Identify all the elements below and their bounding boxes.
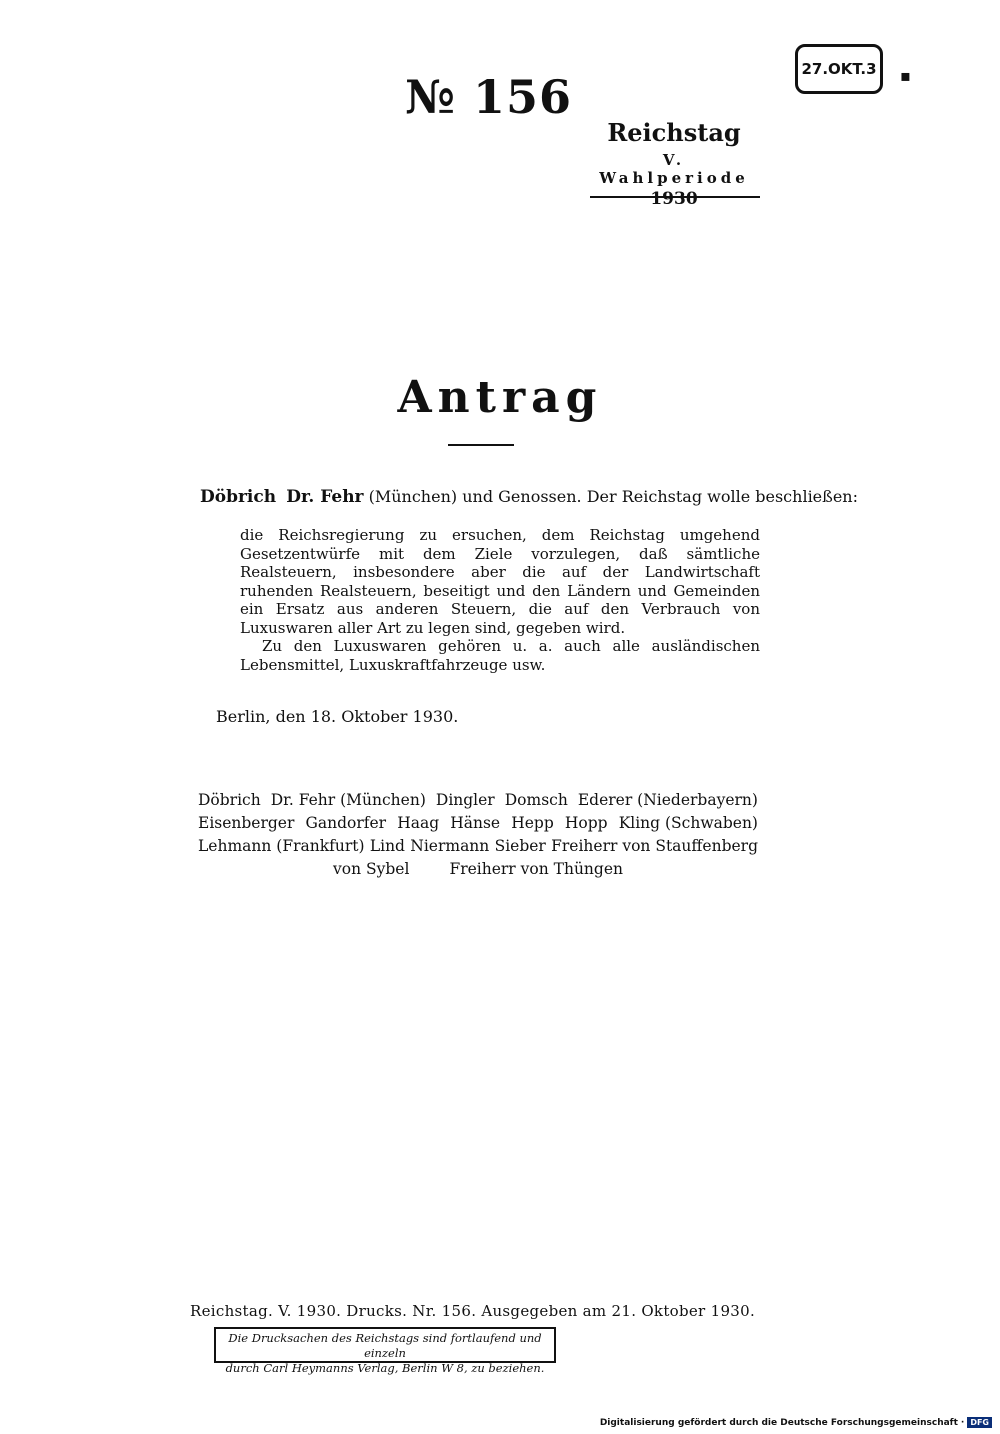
signatory: Domsch	[504, 791, 568, 809]
title-rule	[448, 444, 514, 446]
signatories	[198, 789, 758, 881]
signatory-row-3	[198, 835, 758, 858]
body-paragraph-1: die Reichsregierung zu ersuchen, dem Reichstag umgehend Gesetzentwürfe mit dem Ziele vorzulegen, daß sämtliche Realsteuern, insbesondere aber die auf der Landwirtschaft ruhenden Realsteuern, beseitigt und den Ländern und Gemeinden ein Ersatz aus anderen Steuern, die auf den Verbrauch von Luxuswaren aller Art zu legen sind, gegeben wird.	[240, 526, 760, 637]
dfg-logo: DFG	[967, 1417, 992, 1428]
intro-name-1: Döbrich	[200, 487, 277, 507]
stamp-mark: ▪	[900, 66, 911, 85]
session-period: V. Wahlperiode	[599, 151, 749, 187]
intro-rest: (München) und Genossen. Der Reichstag wolle beschließen:	[368, 487, 858, 506]
signatory: Eisenberger	[198, 814, 295, 832]
signatory: Ederer (Niederbayern)	[577, 791, 758, 809]
signatory-row-1	[198, 789, 758, 812]
date-stamp: 27.OKT.3	[795, 44, 883, 94]
signatory-row-2	[198, 812, 758, 835]
signatory: von Sybel	[333, 860, 410, 878]
signatory: Dr. Fehr (München)	[270, 791, 426, 809]
signatory: Gandorfer	[305, 814, 387, 832]
signatory: Lind	[369, 837, 405, 855]
publisher-notice-line-2: durch Carl Heymanns Verlag, Berlin W 8, zu beziehen.	[225, 1361, 545, 1375]
credit-text: Digitalisierung gefördert durch die Deutsche Forschungsgemeinschaft	[599, 1417, 958, 1428]
signatory: Freiherr von Stauffenberg	[551, 837, 758, 855]
signatory: Hopp	[564, 814, 608, 832]
signatory: Hänse	[450, 814, 501, 832]
document-title: Antrag	[397, 372, 603, 423]
motion-body	[240, 526, 760, 674]
signatory: Dingler	[435, 791, 495, 809]
session-year: 1930	[650, 189, 698, 209]
signatory-row-4	[198, 858, 758, 881]
signatory: Kling (Schwaben)	[618, 814, 758, 832]
print-info: Reichstag. V. 1930. Drucks. Nr. 156. Ausgegeben am 21. Oktober 1930.	[190, 1302, 756, 1320]
signatory: Döbrich	[198, 791, 261, 809]
intro-name-2: Dr. Fehr	[286, 487, 364, 507]
signatory: Lehmann (Frankfurt)	[198, 837, 365, 855]
body-paragraph-2: Zu den Luxuswaren gehören u. a. auch alle ausländischen Lebensmittel, Luxuskraftfahrzeuge usw.	[240, 637, 760, 674]
digitization-credit: Digitalisierung gefördert durch die Deutsche Forschungsgemeinschaft · DFG	[600, 1417, 992, 1428]
signatory: Freiherr von Thüngen	[449, 860, 623, 878]
signatory: Sieber	[494, 837, 546, 855]
dateline: Berlin, den 18. Oktober 1930.	[216, 707, 459, 726]
session-divider	[590, 196, 760, 198]
document-number: № 156	[405, 70, 573, 124]
signatory: Haag	[397, 814, 440, 832]
signatory: Hepp	[511, 814, 554, 832]
publisher-notice	[214, 1327, 556, 1375]
session-name: Reichstag	[607, 118, 741, 147]
motion-intro	[200, 487, 858, 507]
signatory: Niermann	[410, 837, 490, 855]
publisher-notice-line-1: Die Drucksachen des Reichstags sind fortlaufend und einzeln	[228, 1331, 542, 1360]
